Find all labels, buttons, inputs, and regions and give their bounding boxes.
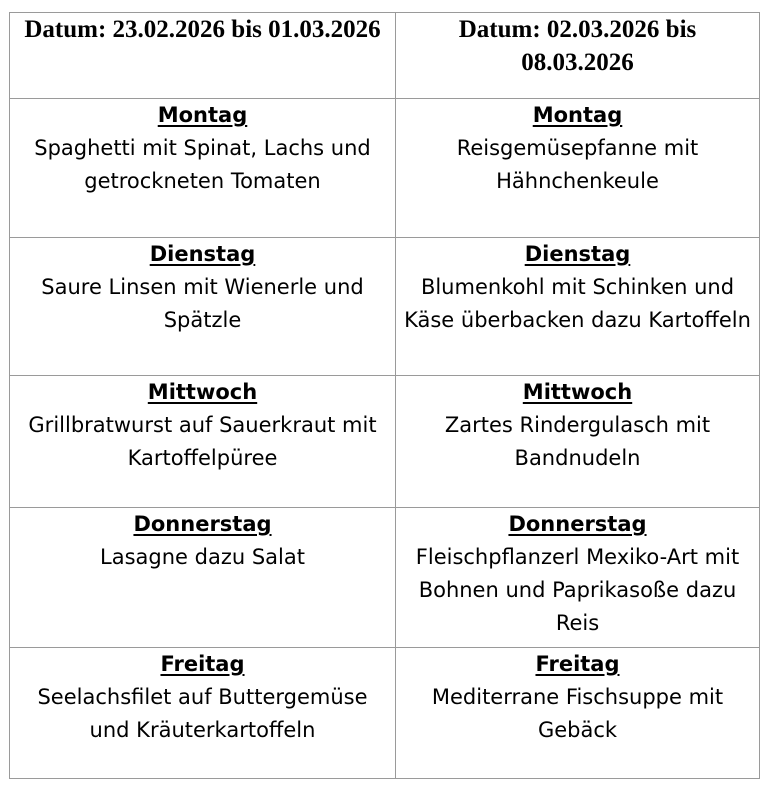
dish-text: Fleischpflanzerl Mexiko-Art mit Bohnen und Paprikasoße dazu Reis: [415, 545, 740, 635]
day-name: Dienstag: [149, 242, 256, 266]
week-1-mittwoch-cell: [10, 376, 396, 508]
dish-text: Zartes Rindergulasch mit Bandnudeln: [444, 413, 711, 470]
table-row-mittwoch: [10, 376, 760, 508]
day-name: Donnerstag: [133, 512, 272, 536]
table-row-montag: [10, 99, 760, 238]
table-row-donnerstag: [10, 508, 760, 648]
day-name: Montag: [157, 103, 248, 127]
day-name: Freitag: [160, 652, 245, 676]
day-name: Mittwoch: [522, 380, 633, 404]
dish-text: Saure Linsen mit Wienerle und Spätzle: [41, 275, 364, 332]
day-name: Dienstag: [524, 242, 631, 266]
week-1-donnerstag-cell: [10, 508, 396, 648]
day-name: Mittwoch: [147, 380, 258, 404]
dish-text: Seelachsfilet auf Buttergemüse und Kräuterkartoffeln: [37, 685, 368, 742]
week-2-dienstag-cell: [396, 238, 760, 376]
week-2-mittwoch-cell: [396, 376, 760, 508]
week-2-freitag-cell: [396, 648, 760, 779]
dish-text: Mediterrane Fischsuppe mit Gebäck: [431, 685, 724, 742]
day-name: Montag: [532, 103, 623, 127]
dish-text: Lasagne dazu Salat: [100, 545, 305, 569]
week-1-dienstag-cell: [10, 238, 396, 376]
table-row-freitag: [10, 648, 760, 779]
week-2-date-range: Datum: 02.03.2026 bis 08.03.2026: [396, 13, 760, 99]
header-row: [10, 13, 760, 99]
dish-text: Grillbratwurst auf Sauerkraut mit Kartoffelpüree: [28, 413, 377, 470]
dish-text: Reisgemüsepfanne mit Hähnchenkeule: [456, 136, 699, 193]
dish-text: Blumenkohl mit Schinken und Käse überbacken dazu Kartoffeln: [404, 275, 751, 332]
day-name: Donnerstag: [508, 512, 647, 536]
week-2-montag-cell: [396, 99, 760, 238]
table-row-dienstag: [10, 238, 760, 376]
day-name: Freitag: [535, 652, 620, 676]
weekly-menu-table: [9, 12, 760, 779]
dish-text: Spaghetti mit Spinat, Lachs und getrockneten Tomaten: [34, 136, 371, 193]
week-1-freitag-cell: [10, 648, 396, 779]
week-2-donnerstag-cell: [396, 508, 760, 648]
week-1-date-range: Datum: 23.02.2026 bis 01.03.2026: [10, 13, 396, 99]
week-1-montag-cell: [10, 99, 396, 238]
